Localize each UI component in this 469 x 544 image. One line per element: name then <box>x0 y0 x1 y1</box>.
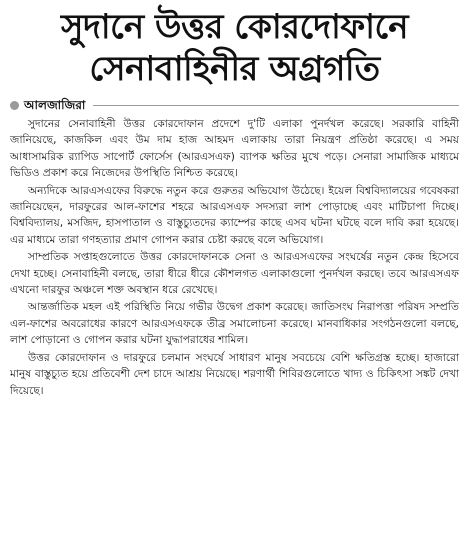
headline-line-2: সেনাবাহিনীর অগ্রগতি <box>89 49 380 89</box>
bullet-icon <box>10 101 19 110</box>
source-byline <box>10 96 459 114</box>
paragraph-5: উত্তর কোরদোফান ও দারফুরে চলমান সংঘর্ষে সাধারণ মানুষ সবচেয়ে বেশি ক্ষতিগ্রস্ত হচ্ছে। হাজারো মানুষ বাস্তুচ্যুত হয়ে প্রতিবেশী দেশ চাদে আশ্রয় নিয়েছে। শরণার্থী শিবিরগুলোতে খাদ্য ও চিকিৎসা সঙ্কট দেখা দিয়েছে। <box>10 351 459 397</box>
headline-line-1: সুদানে উত্তর কোরদোফানে <box>60 7 408 47</box>
article-headline <box>10 6 459 90</box>
byline-divider <box>93 105 459 106</box>
paragraph-1: সুদানের সেনাবাহিনী উত্তর কোরদোফান প্রদেশে দু'টি এলাকা পুনর্দখল করেছে। সরকারি বাহিনী জানিয়েছে, কাজকিল এবং উম দাম হাজ আহমদ এলাকায় তারা নিয়ন্ত্রণ প্রতিষ্ঠা করেছে। এ সময় আধাসামরিক র‍্যাপিড সাপোর্ট ফোর্সেস (আরএসএফ) ব্যাপক ক্ষতির মুখে পড়ে। সেনারা সামাজিক মাধ্যমে ভিডিও প্রকাশ করে নিজেদের উপস্থিতি নিশ্চিত করেছে। <box>10 118 459 180</box>
paragraph-2: অন্যদিকে আরএসএফের বিরুদ্ধে নতুন করে গুরুতর অভিযোগ উঠেছে। ইয়েল বিশ্ববিদ্যালয়ের গবেষকরা জানিয়েছেন, দারফুরের আল-ফাশের শহরে আরএসএফ সদস্যরা লাশ পোড়াচ্ছে এবং মাটিচাপা দিচ্ছে। বিশ্ববিদ্যালয়, মসজিদ, হাসপাতাল ও বাস্তুচ্যুতদের ক্যাম্পের কাছে এসব ঘটনা ঘটছে বলে দাবি করা হয়েছে। এর মাধ্যমে তারা গণহত্যার প্রমাণ গোপন করার চেষ্টা করছে বলে অভিযোগ। <box>10 184 459 246</box>
paragraph-4: আন্তর্জাতিক মহল এই পরিস্থিতি নিয়ে গভীর উদ্বেগ প্রকাশ করেছে। জাতিসংঘ নিরাপত্তা পরিষদ সম্প্রতি এল-ফাশের অবরোধের কারণে আরএসএফকে তীব্র সমালোচনা করেছে। মানবাধিকার সংগঠনগুলো বলছে, লাশ পোড়ানো ও গোপন করার ঘটনা যুদ্ধাপরাধের শামিল। <box>10 301 459 347</box>
article-body <box>10 116 459 399</box>
source-name: আলজাজিরা <box>24 98 86 112</box>
paragraph-3: সাম্প্রতিক সপ্তাহগুলোতে উত্তর কোরদোফানকে সেনা ও আরএসএফের সংঘর্ষের নতুন কেন্দ্র হিসেবে দেখা হচ্ছে। সেনাবাহিনী বলছে, তারা ধীরে ধীরে কৌশলগত এলাকাগুলো পুনর্দখল করছে। তবে আরএসএফ এখনো দারফুর অঞ্চলে শক্ত অবস্থান ধরে রেখেছে। <box>10 251 459 297</box>
